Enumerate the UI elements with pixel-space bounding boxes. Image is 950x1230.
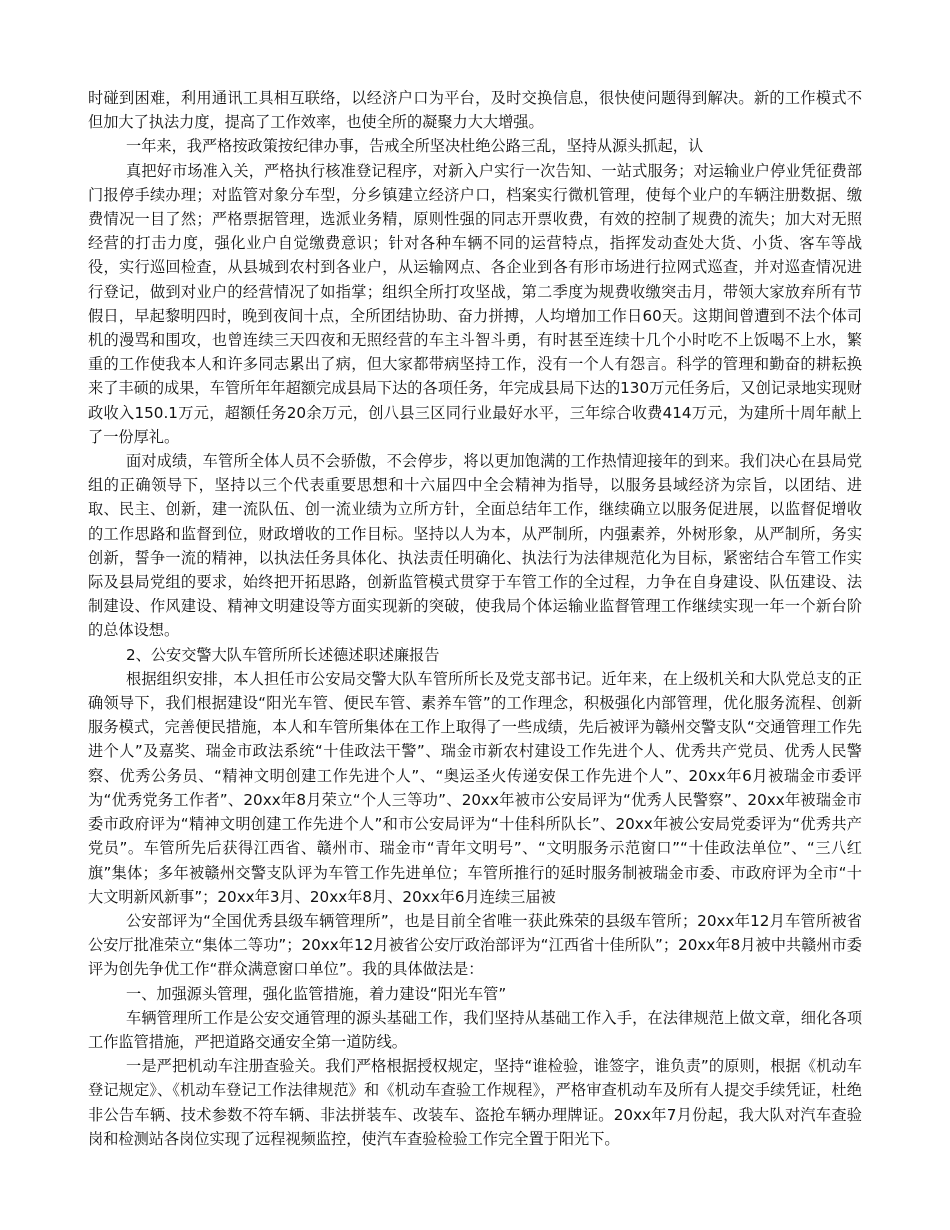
paragraph-continuation: 时碰到困难，利用通讯工具相互联络，以经济户口为平台，及时交换信息，很快使问题得到解决。新的工作模式不但加大了执法力度，提高了工作效率，也使全所的凝聚力大大增强。 (88, 89, 862, 132)
paragraph-vehicle-inspection: 一是严把机动车注册查验关。我们严格根据授权规定，坚持“谁检验，谁签字，谁负责”的原则，根据《机动车登记规定》、《机动车登记工作法律规范》和《机动车查验工作规程》，严格审查机动车及所有人提交手续凭证，杜绝非公告车辆、技术参数不符车辆、非法拼装车、改装车、盗抢车辆办理牌证。20xx年7月份起，我大队对汽车查验岗和检测站各岗位实现了远程视频监控，使汽车查验检验工作完全置于阳光下。 (88, 1057, 862, 1148)
paragraph-honors: 公安部评为“全国优秀县级车辆管理所”，也是目前全省唯一获此殊荣的县级车管所；20xx年12月车管所被省公安厅批准荣立“集体二等功”；20xx年12月被省公安厅政治部评为“江西省十佳所队”；20xx年8月被中共赣州市委评为创先争优工作“群众满意窗口单位”。我的具体做法是： (88, 911, 862, 979)
paragraph-market-access: 真把好市场准入关，严格执行核准登记程序，对新入户实行一次告知、一站式服务；对运输业户停业凭征费部门报停手续办理；对监管对象分车型，分乡镇建立经济户口，档案实行微机管理，使每个业户的车辆注册数据、缴费情况一目了然；严格票据管理，选派业务精，原则性强的同志开票收费，有效的控制了规费的流失；加大对无照经营的打击力度，强化业户自觉缴费意识；针对各种车辆不同的运营特点，指挥发动查处大货、小货、客车等战役，实行巡回检查，从县城到农村到各业户，从运输网点、各企业到各有形市场进行拉网式巡查，并对巡查情况进行登记，做到对业户的经营情况了如指掌；组织全所打攻坚战，第二季度为规费收缴突击月，带领大家放弃所有节假日，早起黎明四时，晚到夜间十点，全所团结协助、奋力拼搏，人均增加工作日60天。这期间曾遭到不法个体司机的漫骂和围攻，也曾连续三天四夜和无照经营的车主斗智斗勇，有时甚至连续十几个小时吃不上饭喝不上水，繁重的工作使我本人和许多同志累出了病，但大家都带病坚持工作，没有一个人有怨言。科学的管理和勤奋的耕耘换来了丰硕的成果，车管所年年超额完成县局下达的各项任务，年完成县局下达的130万元任务后，又创记录地实现财政收入150.1万元，超额任务20余万元，创八县三区同行业最好水平，三年综合收费414万元，为建所十周年献上了一份厚礼。 (88, 161, 862, 446)
document-page (88, 86, 862, 1151)
paragraph-appointment: 根据组织安排，本人担任市公安局交警大队车管所所长及党支部书记。近年来，在上级机关和大队党总支的正确领导下，我们根据建设“阳光车管、便民车管、素养车管”的工作理念，积极强化内部管理，优化服务流程、创新服务模式，完善便民措施，本人和车管所集体在工作上取得了一些成绩，先后被评为赣州交警支队“交通管理工作先进个人”及嘉奖、瑞金市政法系统“十佳政法干警”、瑞金市新农村建设工作先进个人、优秀共产党员、优秀人民警察、优秀公务员、“精神文明创建工作先进个人”、“奥运圣火传递安保工作先进个人”、20xx年6月被瑞金市委评为“优秀党务工作者”、20xx年8月荣立“个人三等功”、20xx年被市公安局评为“优秀人民警察”、20xx年被瑞金市委市政府评为“精神文明创建工作先进个人”和市公安局评为“十佳科所队长”、20xx年被公安局党委评为“优秀共产党员”。车管所先后获得江西省、赣州市、瑞金市“青年文明号”、“文明服务示范窗口”“十佳政法单位”、“三八红旗”集体；多年被赣州交警支队评为车管工作先进单位；车管所推行的延时服务制被瑞金市委、市政府评为全市“十大文明新风新事”；20xx年3月、20xx年8月、20xx年6月连续三届被 (88, 669, 862, 906)
paragraph-basic-work: 车辆管理所工作是公安交通管理的源头基础工作，我们坚持从基础工作入手，在法律规范上做文章，细化各项工作监管措施，严把道路交通安全第一道防线。 (88, 1008, 862, 1051)
paragraph-year-review: 一年来，我严格按政策按纪律办事，告戒全所坚决杜绝公路三乱，坚持从源头抓起，认 (126, 137, 704, 156)
subheading-source-management: 一、加强源头管理，强化监管措施，着力建设“阳光车管” (126, 984, 507, 1003)
section-heading-report: 2、公安交警大队车管所所长述德述职述廉报告 (126, 645, 440, 664)
paragraph-outlook: 面对成绩，车管所全体人员不会骄傲，不会停步，将以更加饱满的工作热情迎接年的到来。我们决心在县局党组的正确领导下，坚持以三个代表重要思想和十六届四中全会精神为指导，以服务县域经济为宗旨，以团结、进取、民主、创新，建一流队伍、创一流业绩为立所方针，全面总结年工作，继续确立以服务促进展，以监督促增收的工作思路和监督到位，财政增收的工作目标。坚持以人为本，从严制所，内强素养，外树形象，从严制所，务实创新，誓争一流的精神，以执法任务具体化、执法责任明确化、执法行为法律规范化为目标，紧密结合车管工作实际及县局党组的要求，始终把开拓思路，创新监管模式贯穿于车管工作的全过程，力争在自身建设、队伍建设、法制建设、作风建设、精神文明建设等方面实现新的突破，使我局个体运输业监督管理工作继续实现一年一个新台阶的总体设想。 (88, 452, 862, 640)
